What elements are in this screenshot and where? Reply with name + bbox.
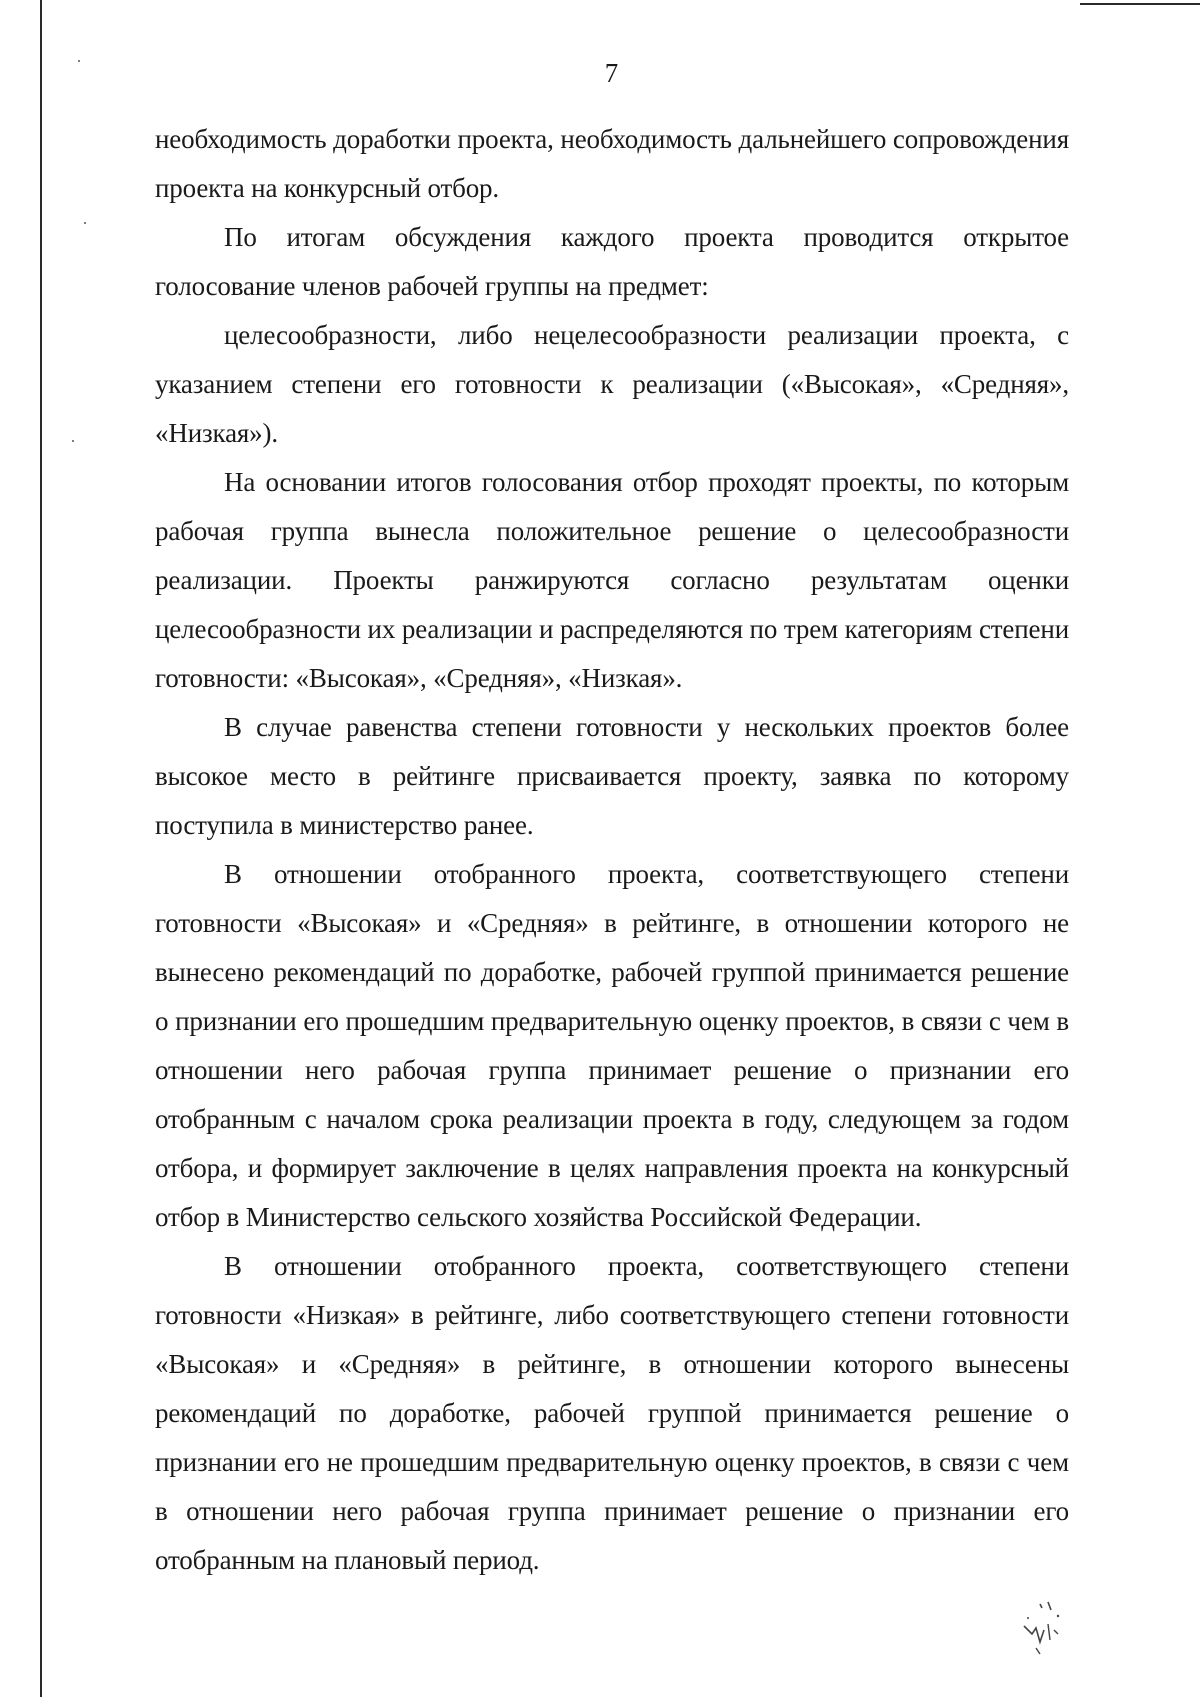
- paragraph-continuation: необходимость доработки проекта, необходимость дальнейшего сопровождения проекта на конкурсный отбор.: [155, 124, 1069, 203]
- paragraph-low: В отношении отобранного проекта, соответствующего степени готовности «Низкая» в рейтинге, либо соответствующего степени готовности «Высокая» и «Средняя» в рейтинге, в отношении которого вынесены рекомендаций по доработке, рабочей группой принимается решение о признании его не прошедшим предварительную оценку проектов, в связи с чем в отношении него рабочая группа принимает решение о признании его отобранным на плановый период.: [155, 1251, 1069, 1575]
- paragraph-ranking: На основании итогов голосования отбор проходят проекты, по которым рабочая группа вынесла положительное решение о целесообразности реализации. Проекты ранжируются согласно результатам оценки целесообразности их реализации и распределяются по трем категориям степени готовности: «Высокая», «Средняя», «Низкая».: [155, 467, 1069, 693]
- paragraph-voting: По итогам обсуждения каждого проекта проводится открытое голосование членов рабочей группы на предмет:: [155, 222, 1069, 301]
- paragraph-tie-break: В случае равенства степени готовности у нескольких проектов более высокое место в рейтинге присваивается проекту, заявка по которому поступила в министерство ранее.: [155, 712, 1069, 840]
- scan-left-edge: [40, 0, 42, 1697]
- page-number: 7: [604, 58, 619, 88]
- document-body: [155, 115, 1069, 1585]
- handwritten-mark: [1018, 1600, 1068, 1662]
- scan-speck: [84, 222, 86, 224]
- paragraph-feasibility: целесообразности, либо нецелесообразности реализации проекта, с указанием степени его готовности к реализации («Высокая», «Средняя», «Низкая»).: [155, 320, 1069, 448]
- scan-top-rule: [1080, 3, 1200, 5]
- scan-speck: [72, 440, 74, 442]
- paragraph-high-medium: В отношении отобранного проекта, соответствующего степени готовности «Высокая» и «Средняя» в рейтинге, в отношении которого не вынесено рекомендаций по доработке, рабочей группой принимается решение о признании его прошедшим предварительную оценку проектов, в связи с чем в отношении него рабочая группа принимает решение о признании его отобранным с началом срока реализации проекта в году, следующем за годом отбора, и формирует заключение в целях направления проекта на конкурсный отбор в Министерство сельского хозяйства Российской Федерации.: [155, 859, 1069, 1232]
